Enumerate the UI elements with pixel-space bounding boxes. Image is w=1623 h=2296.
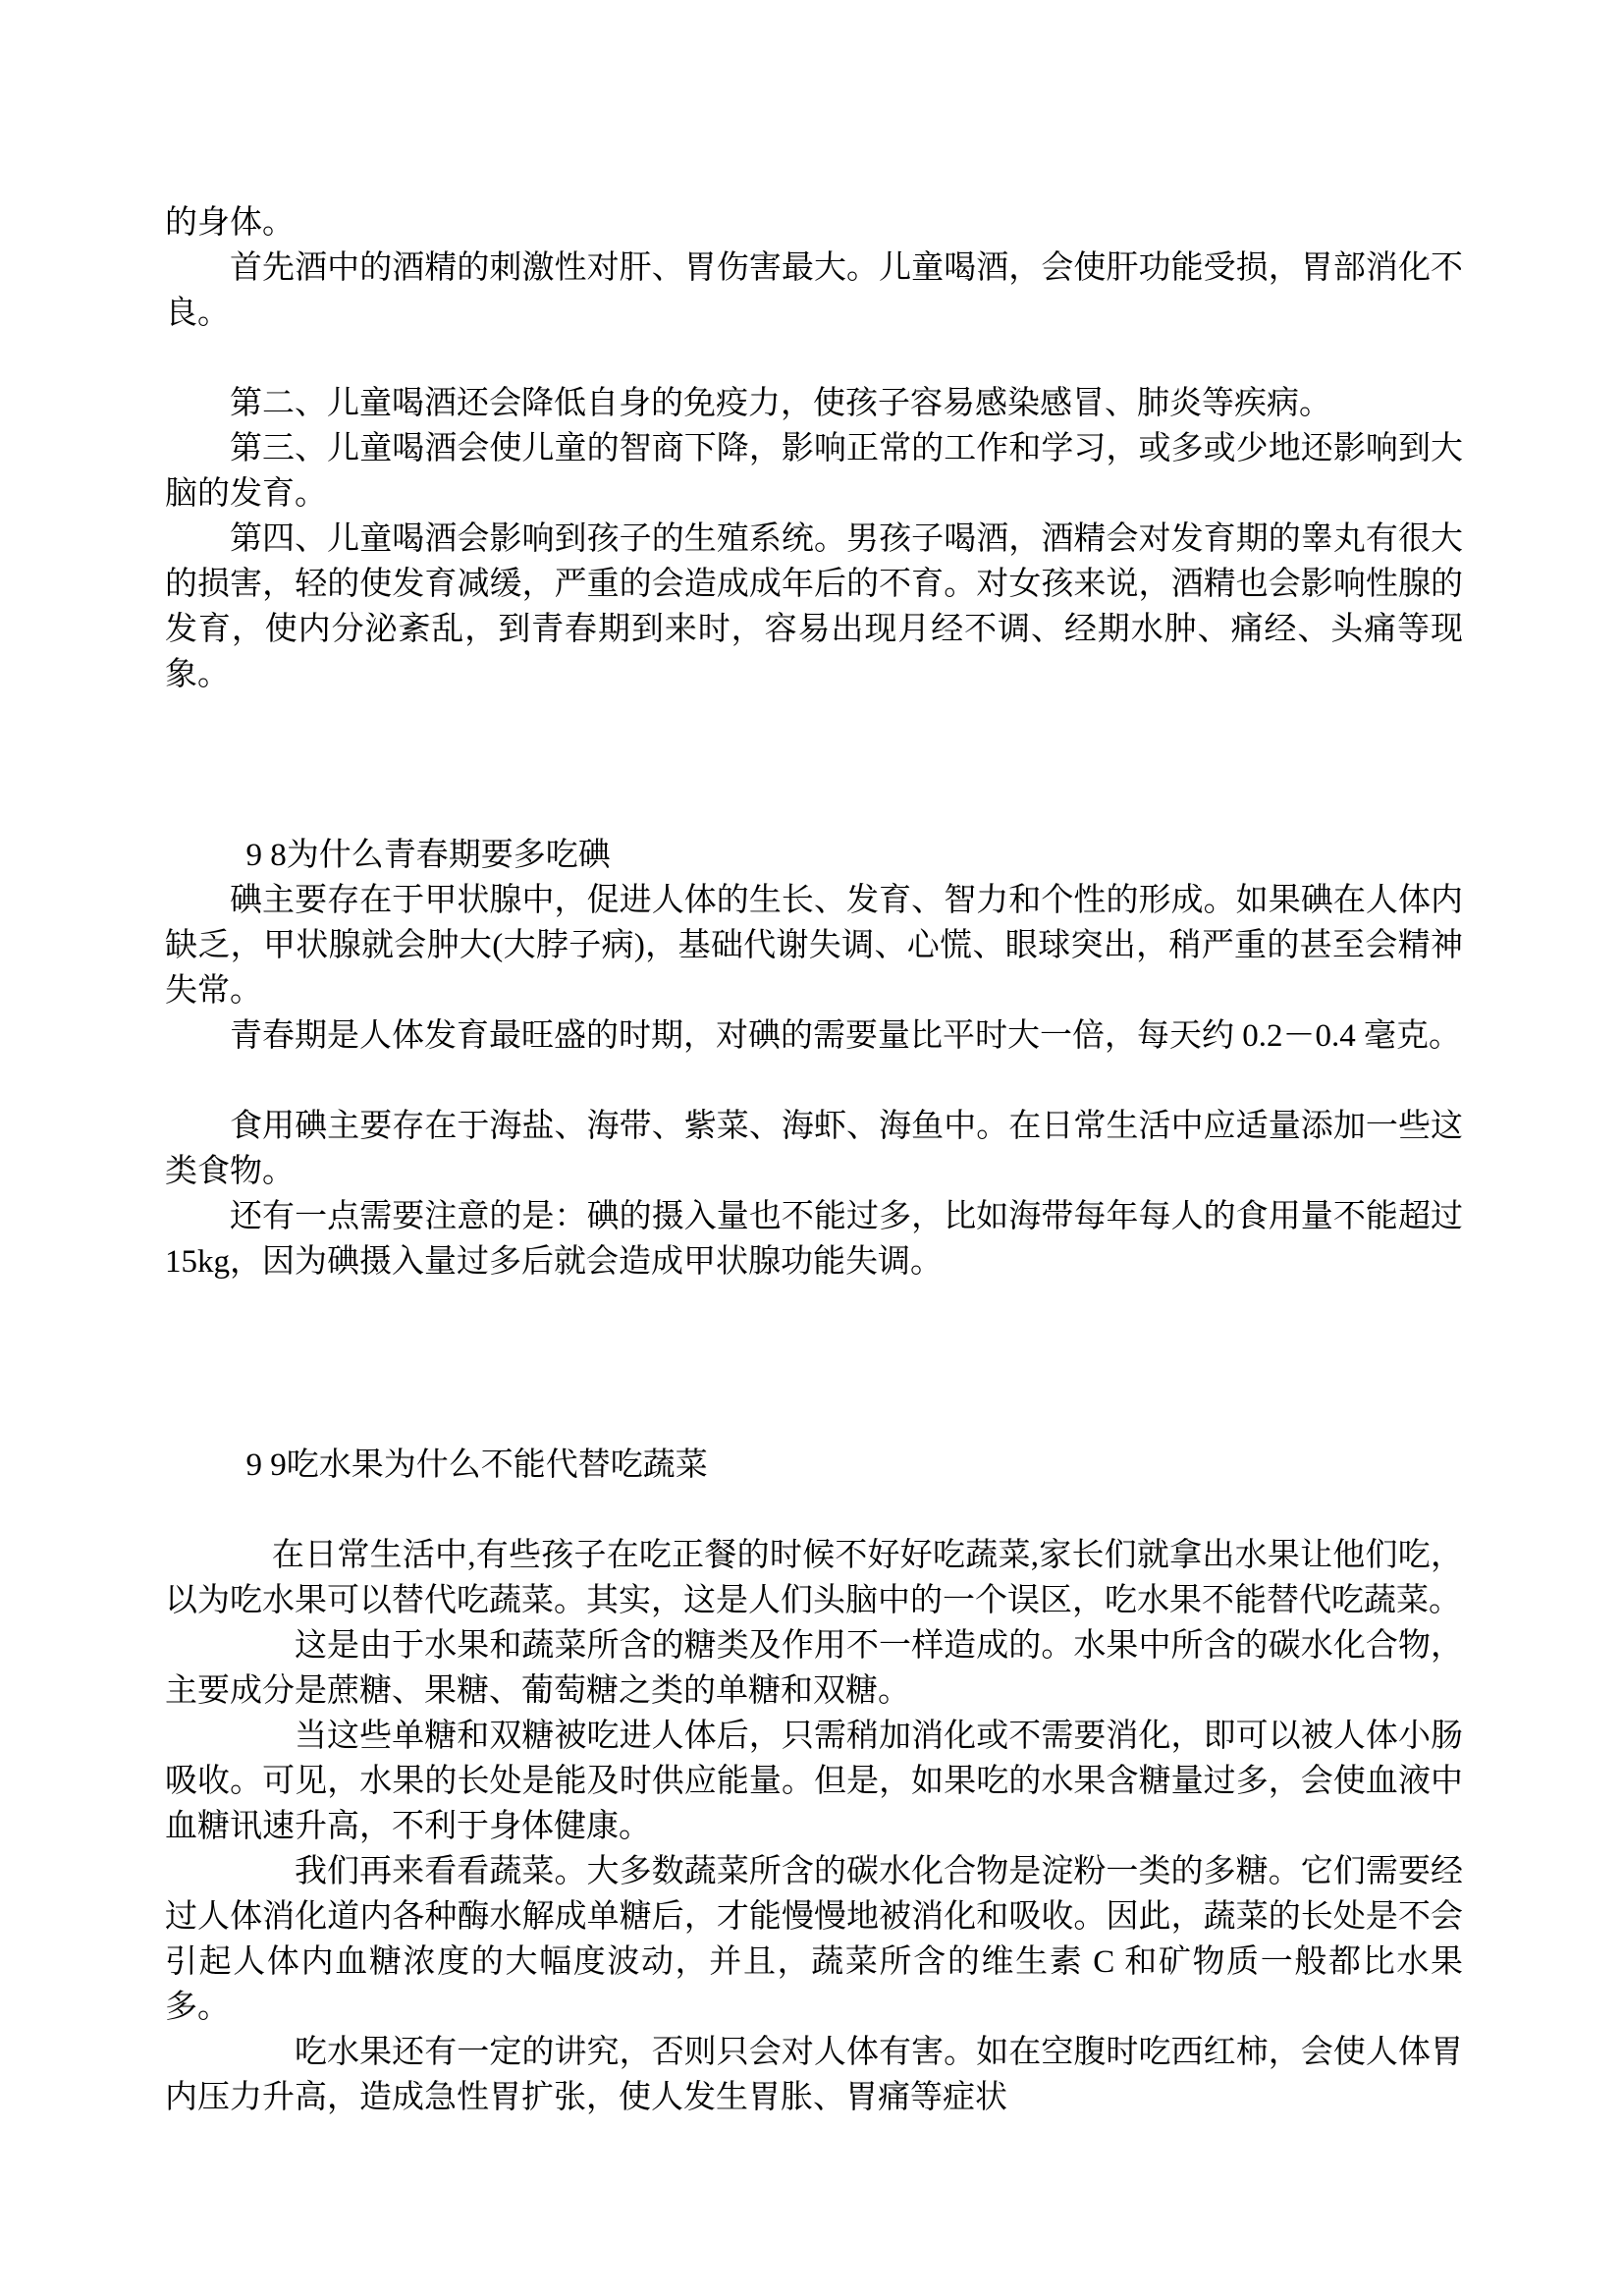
paragraph: 碘主要存在于甲状腺中，促进人体的生长、发育、智力和个性的形成。如果碘在人体内缺乏，甲状腺就会肿大(大脖子病)，基础代谢失调、心慌、眼球突出，稍严重的甚至会精神失常。: [165, 883, 1463, 1009]
paragraph: 我们再来看看蔬菜。大多数蔬菜所含的碳水化合物是淀粉一类的多糖。它们需要经过人体消化道内各种酶水解成单糖后，才能慢慢地被消化和吸收。因此，蔬菜的长处是不会引起人体内血糖浓度的大幅度波动，并且，蔬菜所含的维生素 C 和矿物质一般都比水果多。: [165, 1854, 1463, 2025]
section-heading: 9 9吃水果为什么不能代替吃蔬菜: [245, 1448, 708, 1483]
paragraph: 第三、儿童喝酒会使儿童的智商下降，影响正常的工作和学习，或多或少地还影响到大脑的发育。: [165, 431, 1463, 512]
paragraph: 这是由于水果和蔬菜所含的糖类及作用不一样造成的。水果中所含的碳水化合物，主要成分是蔗糖、果糖、葡萄糖之类的单糖和双糖。: [165, 1628, 1463, 1709]
paragraph: 的身体。: [165, 205, 295, 241]
paragraph: 第二、儿童喝酒还会降低自身的免疫力，使孩子容易感染感冒、肺炎等疾病。: [230, 386, 1331, 421]
paragraph: 第四、儿童喝酒会影响到孩子的生殖系统。男孩子喝酒，酒精会对发育期的睾丸有很大的损害，轻的使发育减缓，严重的会造成成年后的不育。对女孩来说，酒精也会影响性腺的发育，使内分泌紊乱，到青春期到来时，容易出现月经不调、经期水肿、痛经、头痛等现象。: [165, 521, 1463, 692]
paragraph: 食用碘主要存在于海盐、海带、紫菜、海虾、海鱼中。在日常生活中应适量添加一些这类食物。: [165, 1109, 1463, 1189]
paragraph: 青春期是人体发育最旺盛的时期，对碘的需要量比平时大一倍，每天约 0.2－0.4 毫克。: [230, 1018, 1461, 1054]
paragraph: 还有一点需要注意的是：碘的摄入量也不能过多，比如海带每年每人的食用量不能超过 15kg，因为碘摄入量过多后就会造成甲状腺功能失调。: [165, 1199, 1463, 1280]
document-text-area: [165, 200, 1463, 2120]
paragraph: 在日常生活中,有些孩子在吃正餐的时候不好好吃蔬菜,家长们就拿出水果让他们吃，以为吃水果可以替代吃蔬菜。其实，这是人们头脑中的一个误区，吃水果不能替代吃蔬菜。: [165, 1538, 1463, 1618]
section-heading: 9 8为什么青春期要多吃碘: [245, 838, 611, 873]
paragraph: 当这些单糖和双糖被吃进人体后，只需稍加消化或不需要消化，即可以被人体小肠吸收。可见，水果的长处是能及时供应能量。但是，如果吃的水果含糖量过多，会使血液中血糖讯速升高，不利于身体健康。: [165, 1719, 1463, 1844]
paragraph: 吃水果还有一定的讲究，否则只会对人体有害。如在空腹时吃西红柿，会使人体胃内压力升高，造成急性胃扩张，使人发生胃胀、胃痛等症状: [165, 2035, 1463, 2115]
paragraph: 首先酒中的酒精的刺激性对肝、胃伤害最大。儿童喝酒，会使肝功能受损，胃部消化不良。: [165, 250, 1463, 331]
